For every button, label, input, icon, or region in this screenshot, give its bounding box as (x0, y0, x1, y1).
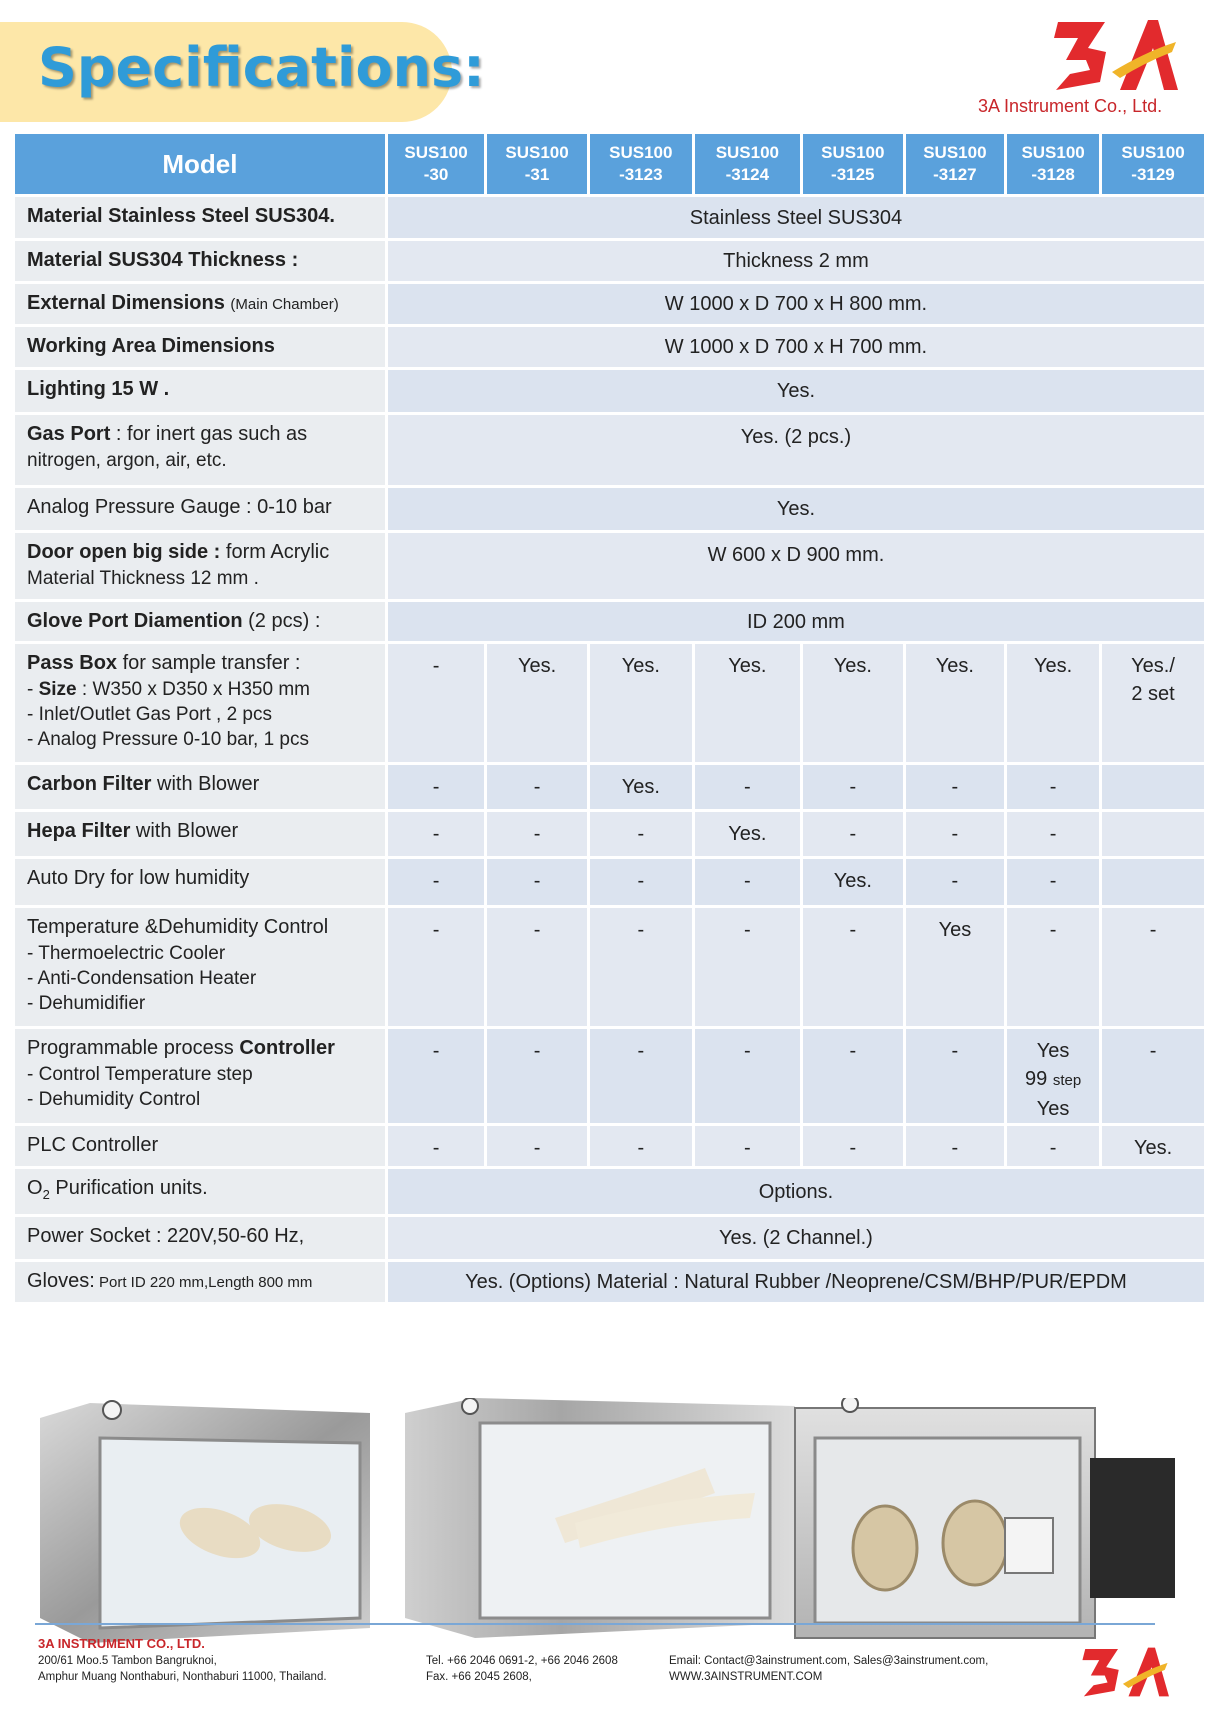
footer-phone: Tel. +66 2046 0691-2, +66 2046 2608 Fax. +66 2045 2608, (426, 1655, 618, 1683)
row-label: Material SUS304 Thickness : (27, 249, 299, 271)
row-value: W 1000 x D 700 x H 800 mm. (388, 284, 1204, 324)
table-row: Door open big side : form Acrylic Material Thickness 12 mm . W 600 x D 900 mm. (15, 533, 1204, 599)
table-row: Pass Box for sample transfer : - Size : W350 x D350 x H350 mm - Inlet/Outlet Gas Port , 2 pcs - Analog Pressure 0-10 bar, 1 pcs - Yes. Yes. Yes. Yes. Yes. Yes. Yes./ 2 set (15, 644, 1204, 762)
model-col-8: SUS100 -3129 (1102, 134, 1204, 194)
table-row (15, 241, 1204, 281)
row-value: Yes. (388, 488, 1204, 530)
glovebox-photo-1 (30, 1398, 400, 1653)
table-row: External Dimensions (Main Chamber) W 1000 x D 700 x H 800 mm. (15, 284, 1204, 324)
footer-contact: Email: Contact@3ainstrument.com, Sales@3ainstrument.com, WWW.3AINSTRUMENT.COM (669, 1655, 989, 1683)
model-header: Model (15, 134, 385, 194)
model-col-5: SUS100 -3125 (803, 134, 903, 194)
row-value: Thickness 2 mm (388, 241, 1204, 281)
company-logo (1050, 12, 1180, 98)
table-row (15, 1262, 1204, 1302)
table-row (15, 1169, 1204, 1214)
model-col-6: SUS100 -3127 (906, 134, 1005, 194)
company-name: 3A Instrument Co., Ltd. (978, 96, 1163, 116)
row-value: Yes. (Options) Material : Natural Rubber /Neoprene/CSM/BHP/PUR/EPDM (388, 1262, 1204, 1302)
row-value: W 600 x D 900 mm. (388, 533, 1204, 599)
row-label: PLC Controller (15, 1126, 385, 1166)
row-value: Stainless Steel SUS304 (388, 197, 1204, 238)
row-label: Working Area Dimensions (27, 335, 275, 357)
row-label: External Dimensions (27, 292, 225, 314)
spec-table (12, 131, 1207, 1305)
table-row: Hepa Filter with Blower - - - Yes. - - - (15, 812, 1204, 856)
header-row (15, 134, 1204, 194)
footer-divider (35, 1623, 1155, 1625)
model-col-4: SUS100 -3124 (695, 134, 800, 194)
table-row: Gas Port : for inert gas such as nitrogen, argon, air, etc. Yes. (2 pcs.) (15, 415, 1204, 485)
footer-address: 200/61 Moo.5 Tambon Bangruknoi, Amphur Muang Nonthaburi, Nonthaburi 11000, Thailand. (38, 1655, 327, 1683)
table-row: Glove Port Diamention (2 pcs) : ID 200 mm (15, 602, 1204, 641)
glovebox-photo-3 (790, 1398, 1180, 1653)
table-row (15, 370, 1204, 412)
table-row: Temperature &Dehumidity Control - Thermoelectric Cooler - Anti-Condensation Heater - Dehumidifier - - - - - Yes - - (15, 908, 1204, 1026)
table-row: Auto Dry for low humidity - - - - Yes. - - (15, 859, 1204, 905)
footer-company: 3A INSTRUMENT CO., LTD. (38, 1636, 205, 1651)
table-row (15, 1217, 1204, 1259)
row-label: Auto Dry for low humidity (15, 859, 385, 905)
row-label: Material Stainless Steel SUS304. (27, 205, 335, 227)
page-title: Specifications: (38, 36, 485, 99)
table-row: PLC Controller - - - - - - - Yes. (15, 1126, 1204, 1166)
table-row (15, 488, 1204, 530)
table-row: Carbon Filter with Blower - - Yes. - - - - (15, 765, 1204, 809)
row-value: ID 200 mm (388, 602, 1204, 641)
row-value: W 1000 x D 700 x H 700 mm. (388, 327, 1204, 367)
row-value: Yes. (388, 370, 1204, 412)
row-value: Yes. (2 Channel.) (388, 1217, 1204, 1259)
model-col-1: SUS100 -30 (388, 134, 484, 194)
glovebox-photo-2 (405, 1398, 805, 1653)
row-label: Lighting 15 W . (27, 378, 170, 400)
footer-logo (1070, 1642, 1180, 1702)
model-col-7: SUS100 -3128 (1007, 134, 1099, 194)
row-value: Options. (388, 1169, 1204, 1214)
row-label: Analog Pressure Gauge : 0-10 bar (15, 488, 385, 530)
row-value: Yes. (2 pcs.) (388, 415, 1204, 485)
table-row (15, 197, 1204, 238)
model-col-3: SUS100 -3123 (590, 134, 692, 194)
row-label: Power Socket : 220V,50-60 Hz, (15, 1217, 385, 1259)
row-label: $O_2$ Purification units. (15, 1169, 385, 1214)
model-col-2: SUS100 -31 (487, 134, 587, 194)
row-label: Gloves: Port ID 220 mm,Length 800 mm (15, 1262, 385, 1302)
table-row: Programmable process Controller - Control Temperature step - Dehumidity Control - - - - - - Yes 99 step Yes - (15, 1029, 1204, 1123)
table-row (15, 327, 1204, 367)
